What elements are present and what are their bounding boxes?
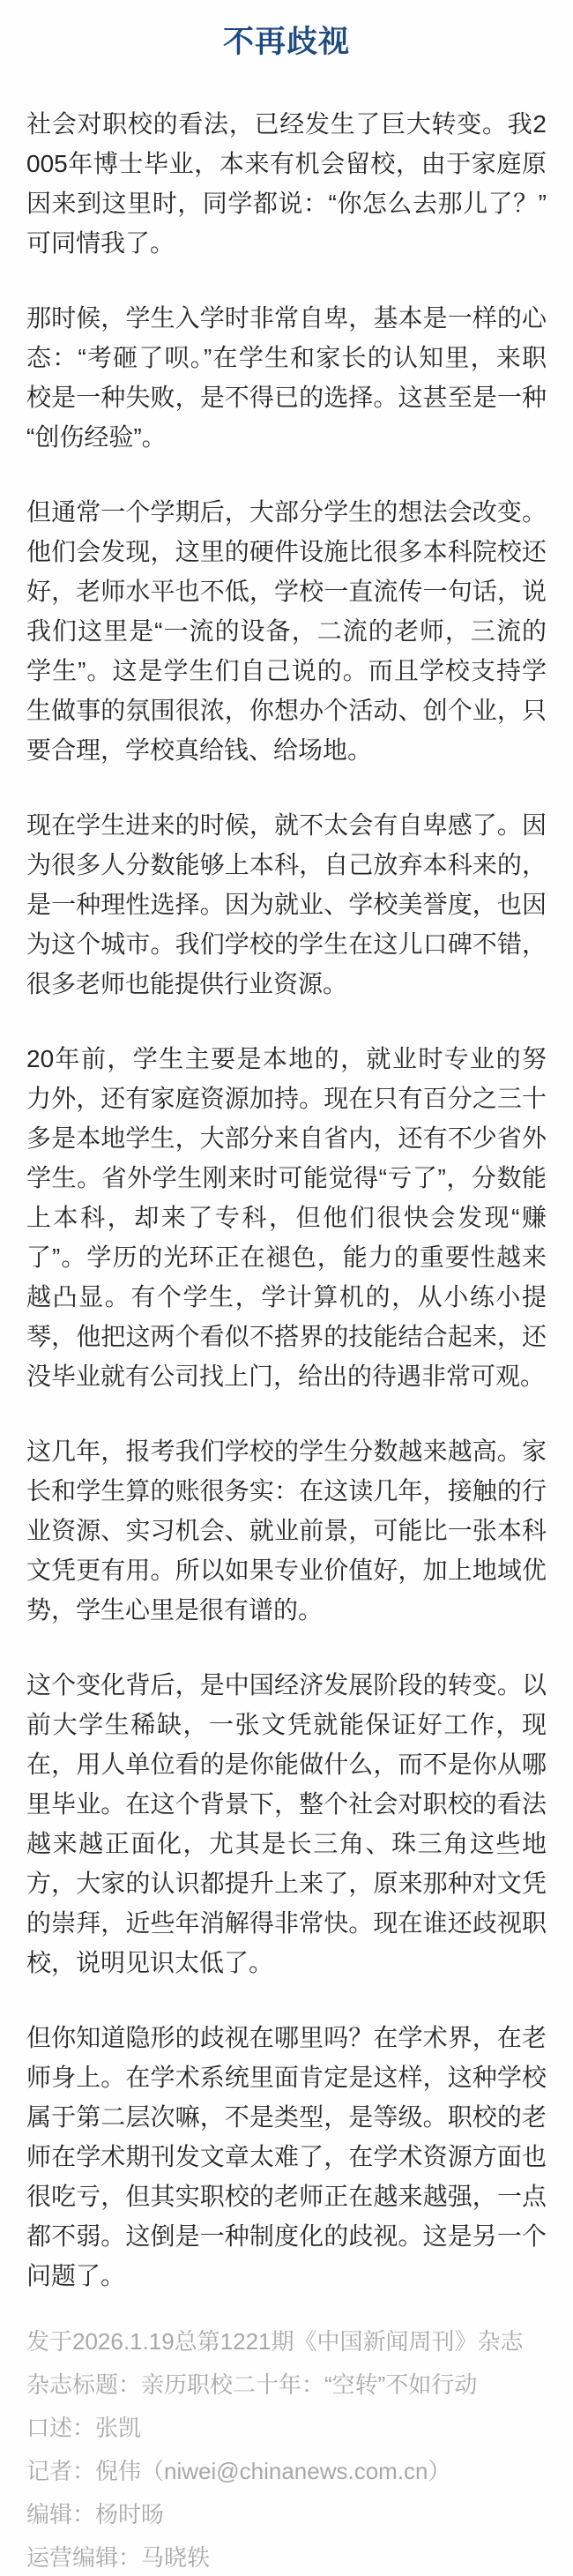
article-title: 不再歧视 bbox=[222, 25, 350, 59]
article-paragraph: 但通常一个学期后，大部分学生的想法会改变。他们会发现，这里的硬件设施比很多本科院校还好，老师水平也不低，学校一直流传一句话，说我们这里是“一流的设备，二流的老师，三流的学生”。这是学生们自己说的。而且学校支持学生做事的氛围很浓，你想办个活动、创个业，只要合理，学校真给钱、给场地。 bbox=[26, 498, 547, 764]
meta-ops-editor-line: 运营编辑：马晓轶 bbox=[26, 2544, 211, 2571]
meta-reporter-line: 记者：倪伟（niwei@chinanews.com.cn） bbox=[26, 2458, 451, 2484]
article-paragraph: 这个变化背后，是中国经济发展阶段的转变。以前大学生稀缺，一张文凭就能保证好工作，现在，用人单位看的是你能做什么，而不是你从哪里毕业。在这个背景下，整个社会对职校的看法越来越正面化，尤其是长三角、珠三角这些地方，大家的认识都提升上来了，原来那种对文凭的崇拜，近些年消解得非常快。现在谁还歧视职校，说明见识太低了。 bbox=[26, 1671, 547, 1976]
article-paragraph: 现在学生进来的时候，就不太会有自卑感了。因为很多人分数能够上本科，自己放弃本科来的，是一种理性选择。因为就业、学校美誉度，也因为这个城市。我们学校的学生在这儿口碑不错，很多老师也能提供行业资源。 bbox=[26, 811, 547, 997]
article-paragraph: 但你知道隐形的歧视在哪里吗？在学术界，在老师身上。在学术系统里面肯定是这样，这种学校属于第二层次嘛，不是类型，是等级。职校的老师在学术期刊发文章太难了，在学术资源方面也很吃亏，但其实职校的老师正在越来越强，一点都不弱。这倒是一种制度化的歧视。这是另一个问题了。 bbox=[26, 2024, 547, 2289]
article-paragraph: 20年前，学生主要是本地的，就业时专业的努力外，还有家庭资源加持。现在只有百分之三十多是本地学生，大部分来自省内，还有不少省外学生。省外学生刚来时可能觉得“亏了”，分数能上本科，却来了专科，但他们很快会发现“赚了”。学历的光环正在褪色，能力的重要性越来越凸显。有个学生，学计算机的，从小练小提琴，他把这两个看似不搭界的技能结合起来，还没毕业就有公司找上门，给出的待遇非常可观。 bbox=[26, 1045, 547, 1390]
article-paragraph: 那时候，学生入学时非常自卑，基本是一样的心态：“考砸了呗。”在学生和家长的认知里，来职校是一种失败，是不得已的选择。这甚至是一种“创伤经验”。 bbox=[26, 304, 547, 451]
article-paragraph: 社会对职校的看法，已经发生了巨大转变。我2005年博士毕业，本来有机会留校，由于家庭原因来到这里时，同学都说：“你怎么去那儿了？”可同情我了。 bbox=[26, 110, 547, 257]
meta-editor-line: 编辑：杨时旸 bbox=[26, 2501, 165, 2527]
meta-magazine-title: 杂志标题：亲历职校二十年：“空转”不如行动 bbox=[26, 2371, 478, 2398]
article-paragraph: 这几年，报考我们学校的学生分数越来越高。家长和学生算的账很务实：在这读几年，接触的行业资源、实习机会、就业前景，可能比一张本科文凭更有用。所以如果专业价值好，加上地域优势，学生心里是很有谱的。 bbox=[26, 1437, 547, 1624]
meta-issue-line: 发于2026.1.19总第1221期《中国新闻周刊》杂志 bbox=[26, 2328, 524, 2355]
meta-narrator-line: 口述：张凯 bbox=[26, 2415, 142, 2441]
article-meta-footer bbox=[26, 2320, 547, 2576]
article-body bbox=[26, 104, 547, 2296]
